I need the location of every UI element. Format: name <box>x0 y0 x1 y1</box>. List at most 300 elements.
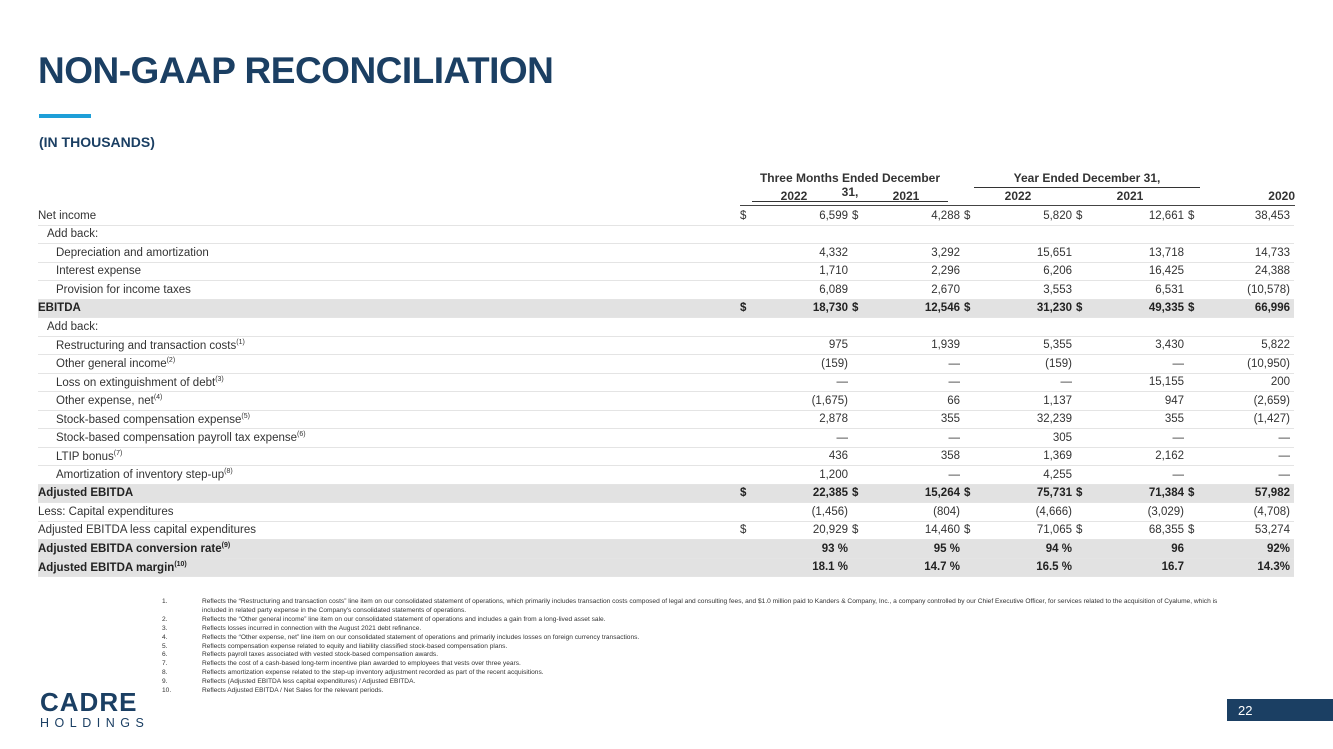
value-cell: 200 <box>1206 373 1294 392</box>
value-cell: 75,731 <box>982 484 1076 503</box>
footnote-item <box>162 616 1242 625</box>
currency-symbol <box>1076 392 1094 411</box>
value-cell: 15,155 <box>1094 373 1188 392</box>
value-cell: 16,425 <box>1094 262 1188 281</box>
row-label: Add back: <box>47 228 99 241</box>
currency-symbol: $ <box>852 299 870 318</box>
value-cell: — <box>758 373 852 392</box>
currency-symbol <box>740 466 758 485</box>
footnote-number: 9. <box>162 678 168 686</box>
value-cell: 358 <box>870 447 964 466</box>
row-label: Adjusted EBITDA <box>38 487 134 500</box>
value-cell: 31,230 <box>982 299 1076 318</box>
currency-symbol <box>852 392 870 411</box>
value-cell: — <box>870 466 964 485</box>
value-cell: (1,675) <box>758 392 852 411</box>
footnote-item <box>162 598 1242 616</box>
row-label: Add back: <box>47 320 99 333</box>
currency-symbol <box>1076 466 1094 485</box>
currency-symbol <box>1188 558 1206 577</box>
value-cell: 1,200 <box>758 466 852 485</box>
value-cell: 2,878 <box>758 410 852 429</box>
footnote-ref: (3) <box>215 375 224 383</box>
currency-symbol <box>852 410 870 429</box>
value-cell <box>982 318 1076 337</box>
value-cell: — <box>1094 429 1188 448</box>
value-cell: 49,335 <box>1094 299 1188 318</box>
logo-subtext: HOLDINGS <box>40 716 150 730</box>
currency-symbol <box>1076 429 1094 448</box>
value-cell <box>1094 318 1188 337</box>
value-cell: (10,950) <box>1206 355 1294 374</box>
value-cell <box>870 318 964 337</box>
row-label-cell <box>38 373 740 392</box>
value-cell: 5,820 <box>982 207 1076 225</box>
table-row <box>38 373 1294 392</box>
value-cell: (1,456) <box>758 503 852 522</box>
value-cell: 14.3% <box>1206 558 1294 577</box>
footnote-number: 2. <box>162 615 168 623</box>
value-cell: (159) <box>982 355 1076 374</box>
currency-symbol <box>852 558 870 577</box>
value-cell: 436 <box>758 447 852 466</box>
year-header: 2022 <box>780 189 808 203</box>
reconciliation-table <box>38 207 1294 577</box>
value-cell <box>758 318 852 337</box>
currency-symbol <box>740 503 758 522</box>
row-label-cell <box>38 207 740 225</box>
value-cell: — <box>1094 355 1188 374</box>
value-cell: 3,292 <box>870 244 964 263</box>
footnote-text: Reflects amortization expense related to the step-up inventory adjustment recorded as part of the recent acquisitions. <box>202 669 544 677</box>
value-cell: (804) <box>870 503 964 522</box>
currency-symbol <box>1188 466 1206 485</box>
row-label: Restructuring and transaction costs <box>56 339 237 352</box>
row-label-cell <box>38 466 740 485</box>
value-cell: 12,661 <box>1094 207 1188 225</box>
currency-symbol <box>1076 262 1094 281</box>
currency-symbol <box>964 410 982 429</box>
currency-symbol <box>964 244 982 263</box>
footnote-item <box>162 625 1242 634</box>
footnote-ref: (8) <box>224 468 233 476</box>
value-cell: 355 <box>1094 410 1188 429</box>
row-label: Provision for income taxes <box>56 283 191 296</box>
table-row <box>38 225 1294 244</box>
currency-symbol <box>852 540 870 559</box>
year-header: 2022 <box>1004 189 1032 203</box>
table-row <box>38 336 1294 355</box>
row-label: Interest expense <box>56 265 142 278</box>
currency-symbol <box>1188 355 1206 374</box>
value-cell: 24,388 <box>1206 262 1294 281</box>
value-cell: 1,939 <box>870 336 964 355</box>
currency-symbol <box>1188 262 1206 281</box>
currency-symbol: $ <box>1188 484 1206 503</box>
footnote-number: 10. <box>162 687 172 695</box>
row-label: LTIP bonus <box>56 450 114 463</box>
value-cell: 71,384 <box>1094 484 1188 503</box>
currency-symbol <box>1188 336 1206 355</box>
value-cell: 6,089 <box>758 281 852 300</box>
value-cell: — <box>1094 466 1188 485</box>
value-cell: 1,710 <box>758 262 852 281</box>
value-cell: 93 % <box>758 540 852 559</box>
value-cell: 2,162 <box>1094 447 1188 466</box>
currency-symbol: $ <box>852 521 870 540</box>
row-label-cell <box>38 318 740 337</box>
currency-symbol: $ <box>964 299 982 318</box>
value-cell <box>1094 225 1188 244</box>
currency-symbol <box>964 429 982 448</box>
row-label: Less: Capital expenditures <box>38 505 174 518</box>
currency-symbol <box>964 503 982 522</box>
footnote-item <box>162 634 1242 643</box>
row-label: Amortization of inventory step-up <box>56 469 225 482</box>
currency-symbol: $ <box>1076 521 1094 540</box>
page-number: 22 <box>1238 703 1253 718</box>
footnote-item <box>162 687 1242 696</box>
footnote-ref: (1) <box>236 338 245 346</box>
value-cell: 16.5 % <box>982 558 1076 577</box>
footnote-text: Reflects the “Restructuring and transaction costs” line item on our consolidated statement of operations, which primarily includes transaction costs composed of legal and consulting fees, and $1.0 million paid to Kanders & Company, Inc., a company controlled by our Chief Executive Officer, for services related to the acquisition of Cyalume, which is included in related party expense in the Company's consolidated statements of operations. <box>202 598 1218 614</box>
footnote-ref: (2) <box>166 357 176 365</box>
value-cell: 1,137 <box>982 392 1076 411</box>
currency-symbol: $ <box>740 484 758 503</box>
value-cell: 4,288 <box>870 207 964 225</box>
footnote-number: 5. <box>162 642 168 650</box>
value-cell: 38,453 <box>1206 207 1294 225</box>
footnote-text: Reflects losses incurred in connection with the August 2021 debt refinance. <box>202 624 422 632</box>
value-cell: (1,427) <box>1206 410 1294 429</box>
currency-symbol: $ <box>964 207 982 225</box>
currency-symbol <box>1188 225 1206 244</box>
value-cell: 66 <box>870 392 964 411</box>
footnote-item <box>162 643 1242 652</box>
currency-symbol <box>740 410 758 429</box>
year-header: 2020 <box>1268 189 1295 203</box>
row-label: Other general income <box>56 358 167 371</box>
currency-symbol <box>1188 281 1206 300</box>
row-label: Adjusted EBITDA less capital expenditures <box>38 524 256 537</box>
currency-symbol <box>852 336 870 355</box>
value-cell: — <box>870 429 964 448</box>
value-cell <box>982 225 1076 244</box>
value-cell: 57,982 <box>1206 484 1294 503</box>
value-cell: — <box>758 429 852 448</box>
currency-symbol <box>852 466 870 485</box>
value-cell: — <box>1206 447 1294 466</box>
value-cell <box>1206 318 1294 337</box>
row-label: Other expense, net <box>56 395 154 408</box>
currency-symbol <box>740 336 758 355</box>
currency-symbol <box>1076 503 1094 522</box>
table-row <box>38 410 1294 429</box>
currency-symbol <box>852 281 870 300</box>
currency-symbol <box>740 225 758 244</box>
currency-symbol <box>1076 318 1094 337</box>
value-cell: 18.1 % <box>758 558 852 577</box>
footnote-number: 6. <box>162 651 168 659</box>
row-label-cell <box>38 244 740 263</box>
currency-symbol <box>740 429 758 448</box>
currency-symbol: $ <box>1188 521 1206 540</box>
value-cell: 13,718 <box>1094 244 1188 263</box>
footnote-text: Reflects payroll taxes associated with vested stock-based compensation awards. <box>202 651 439 659</box>
footnote-ref: (9) <box>221 542 231 550</box>
value-cell: (4,708) <box>1206 503 1294 522</box>
value-cell: 20,929 <box>758 521 852 540</box>
logo-wordmark: CADRE <box>40 687 138 717</box>
table-row <box>38 281 1294 300</box>
row-label: Stock-based compensation expense <box>56 413 242 426</box>
table-row <box>38 429 1294 448</box>
table-row <box>38 540 1294 559</box>
currency-symbol <box>852 373 870 392</box>
currency-symbol <box>964 355 982 374</box>
footnote-number: 1. <box>162 598 168 605</box>
currency-symbol: $ <box>1076 484 1094 503</box>
currency-symbol <box>964 392 982 411</box>
currency-symbol <box>740 281 758 300</box>
currency-symbol: $ <box>740 521 758 540</box>
currency-symbol <box>964 262 982 281</box>
footnote-ref: (4) <box>153 394 163 402</box>
value-cell: 15,651 <box>982 244 1076 263</box>
value-cell: (159) <box>758 355 852 374</box>
value-cell: 6,206 <box>982 262 1076 281</box>
value-cell: 4,255 <box>982 466 1076 485</box>
footnote-text: Reflects the cost of a cash-based long-term incentive plan awarded to employees that vests over three years. <box>202 660 521 668</box>
table-row <box>38 262 1294 281</box>
value-cell: 71,065 <box>982 521 1076 540</box>
footnote-number: 3. <box>162 624 168 632</box>
currency-symbol <box>852 355 870 374</box>
footnote-item <box>162 651 1242 660</box>
value-cell: (2,659) <box>1206 392 1294 411</box>
value-cell: 14.7 % <box>870 558 964 577</box>
row-label-cell <box>38 262 740 281</box>
currency-symbol <box>964 225 982 244</box>
value-cell: 22,385 <box>758 484 852 503</box>
row-label: Loss on extinguishment of debt <box>56 376 216 389</box>
currency-symbol <box>964 336 982 355</box>
value-cell: 5,822 <box>1206 336 1294 355</box>
page-number-badge <box>1227 699 1333 721</box>
footnote-item <box>162 678 1242 687</box>
row-label-cell <box>38 429 740 448</box>
currency-symbol <box>1076 410 1094 429</box>
value-cell: 32,239 <box>982 410 1076 429</box>
row-label-cell <box>38 540 740 559</box>
footnote-ref: (6) <box>297 431 306 439</box>
value-cell: 975 <box>758 336 852 355</box>
currency-symbol <box>852 503 870 522</box>
currency-symbol <box>1188 410 1206 429</box>
value-cell: 6,531 <box>1094 281 1188 300</box>
footnote-text: Reflects compensation expense related to equity and liability classified stock-based compensation plans. <box>202 642 508 650</box>
value-cell: 96 <box>1094 540 1188 559</box>
table-row <box>38 355 1294 374</box>
row-label: Net income <box>38 209 97 222</box>
footnote-item <box>162 669 1242 678</box>
footnotes <box>162 598 1242 696</box>
currency-symbol <box>964 540 982 559</box>
currency-symbol <box>1188 540 1206 559</box>
currency-symbol: $ <box>852 484 870 503</box>
currency-symbol <box>852 244 870 263</box>
currency-symbol: $ <box>1188 299 1206 318</box>
value-cell: — <box>982 373 1076 392</box>
currency-symbol <box>1076 244 1094 263</box>
row-label: Adjusted EBITDA conversion rate <box>38 543 222 556</box>
page-title: NON-GAAP RECONCILIATION <box>38 50 554 91</box>
period-header-year: Year Ended December 31, <box>974 171 1200 188</box>
currency-symbol: $ <box>740 207 758 225</box>
title-underline <box>39 114 91 118</box>
value-cell: 947 <box>1094 392 1188 411</box>
value-cell: 14,460 <box>870 521 964 540</box>
currency-symbol <box>1076 447 1094 466</box>
footnote-item <box>162 660 1242 669</box>
row-label: Depreciation and amortization <box>56 246 209 259</box>
footnote-text: Reflects (Adjusted EBITDA less capital expenditures) / Adjusted EBITDA. <box>202 678 416 686</box>
value-cell: 12,546 <box>870 299 964 318</box>
row-label-cell <box>38 484 740 503</box>
footnote-text: Reflects Adjusted EBITDA / Net Sales for the relevant periods. <box>202 687 384 695</box>
currency-symbol: $ <box>1076 207 1094 225</box>
currency-symbol <box>852 447 870 466</box>
currency-symbol <box>740 540 758 559</box>
currency-symbol <box>964 373 982 392</box>
table-row <box>38 484 1294 503</box>
table-row <box>38 299 1294 318</box>
value-cell <box>870 225 964 244</box>
row-label-cell <box>38 521 740 540</box>
value-cell: 95 % <box>870 540 964 559</box>
year-header: 2021 <box>892 189 920 203</box>
currency-symbol <box>852 225 870 244</box>
currency-symbol <box>1076 336 1094 355</box>
currency-symbol: $ <box>1188 207 1206 225</box>
table-row <box>38 558 1294 577</box>
currency-symbol: $ <box>964 521 982 540</box>
value-cell <box>1206 225 1294 244</box>
table-row <box>38 392 1294 411</box>
currency-symbol <box>852 429 870 448</box>
currency-symbol <box>1188 429 1206 448</box>
footnote-text: Reflects the “Other general income” line item on our consolidated statement of operations and includes a gain from a long-lived asset sale. <box>202 615 606 623</box>
currency-symbol <box>1188 392 1206 411</box>
value-cell: 92% <box>1206 540 1294 559</box>
row-label-cell <box>38 355 740 374</box>
value-cell: — <box>870 355 964 374</box>
table-row <box>38 447 1294 466</box>
currency-symbol <box>852 262 870 281</box>
row-label-cell <box>38 447 740 466</box>
value-cell: 16.7 <box>1094 558 1188 577</box>
table-row <box>38 521 1294 540</box>
footnote-number: 7. <box>162 660 168 668</box>
currency-symbol <box>740 262 758 281</box>
row-label-cell <box>38 299 740 318</box>
value-cell: 305 <box>982 429 1076 448</box>
currency-symbol <box>1188 318 1206 337</box>
currency-symbol <box>1076 558 1094 577</box>
currency-symbol <box>1188 447 1206 466</box>
value-cell: 1,369 <box>982 447 1076 466</box>
currency-symbol <box>740 373 758 392</box>
table-row <box>38 318 1294 337</box>
value-cell: 3,430 <box>1094 336 1188 355</box>
currency-symbol <box>740 244 758 263</box>
row-label: Adjusted EBITDA margin <box>38 561 175 574</box>
year-header: 2021 <box>1116 189 1144 203</box>
currency-symbol <box>740 355 758 374</box>
currency-symbol <box>740 318 758 337</box>
currency-symbol <box>1076 355 1094 374</box>
table-row <box>38 503 1294 522</box>
row-label-cell <box>38 225 740 244</box>
value-cell: 4,332 <box>758 244 852 263</box>
footnote-number: 8. <box>162 669 168 677</box>
table-row <box>38 207 1294 225</box>
value-cell: 14,733 <box>1206 244 1294 263</box>
value-cell: 3,553 <box>982 281 1076 300</box>
row-label: EBITDA <box>38 302 81 315</box>
value-cell: — <box>1206 429 1294 448</box>
footnote-text: Reflects the “Other expense, net” line item on our consolidated statement of operations and primarily includes losses on foreign currency transactions. <box>202 633 640 641</box>
value-cell: 5,355 <box>982 336 1076 355</box>
currency-symbol <box>740 392 758 411</box>
footnote-ref: (10) <box>174 560 187 568</box>
row-label-cell <box>38 281 740 300</box>
value-cell: (3,029) <box>1094 503 1188 522</box>
table-row <box>38 244 1294 263</box>
row-label-cell <box>38 392 740 411</box>
footnote-ref: (7) <box>113 449 123 457</box>
value-cell: 15,264 <box>870 484 964 503</box>
period-header-three-months: Three Months Ended December 31, <box>752 171 948 202</box>
currency-symbol <box>1188 503 1206 522</box>
footnote-ref: (5) <box>241 412 250 420</box>
value-cell: 2,670 <box>870 281 964 300</box>
value-cell: — <box>1206 466 1294 485</box>
value-cell: 94 % <box>982 540 1076 559</box>
currency-symbol <box>1188 373 1206 392</box>
currency-symbol: $ <box>740 299 758 318</box>
value-cell: 68,355 <box>1094 521 1188 540</box>
company-logo <box>40 689 150 730</box>
value-cell: — <box>870 373 964 392</box>
currency-symbol <box>964 447 982 466</box>
row-label-cell <box>38 503 740 522</box>
footnote-number: 4. <box>162 633 168 641</box>
currency-symbol <box>1076 225 1094 244</box>
currency-symbol <box>964 281 982 300</box>
page-subtitle: (IN THOUSANDS) <box>39 134 155 150</box>
value-cell: 6,599 <box>758 207 852 225</box>
currency-symbol <box>740 447 758 466</box>
currency-symbol <box>740 558 758 577</box>
value-cell: 53,274 <box>1206 521 1294 540</box>
value-cell: 18,730 <box>758 299 852 318</box>
table-row <box>38 466 1294 485</box>
row-label-cell <box>38 410 740 429</box>
value-cell: 2,296 <box>870 262 964 281</box>
value-cell: (10,578) <box>1206 281 1294 300</box>
currency-symbol: $ <box>1076 299 1094 318</box>
